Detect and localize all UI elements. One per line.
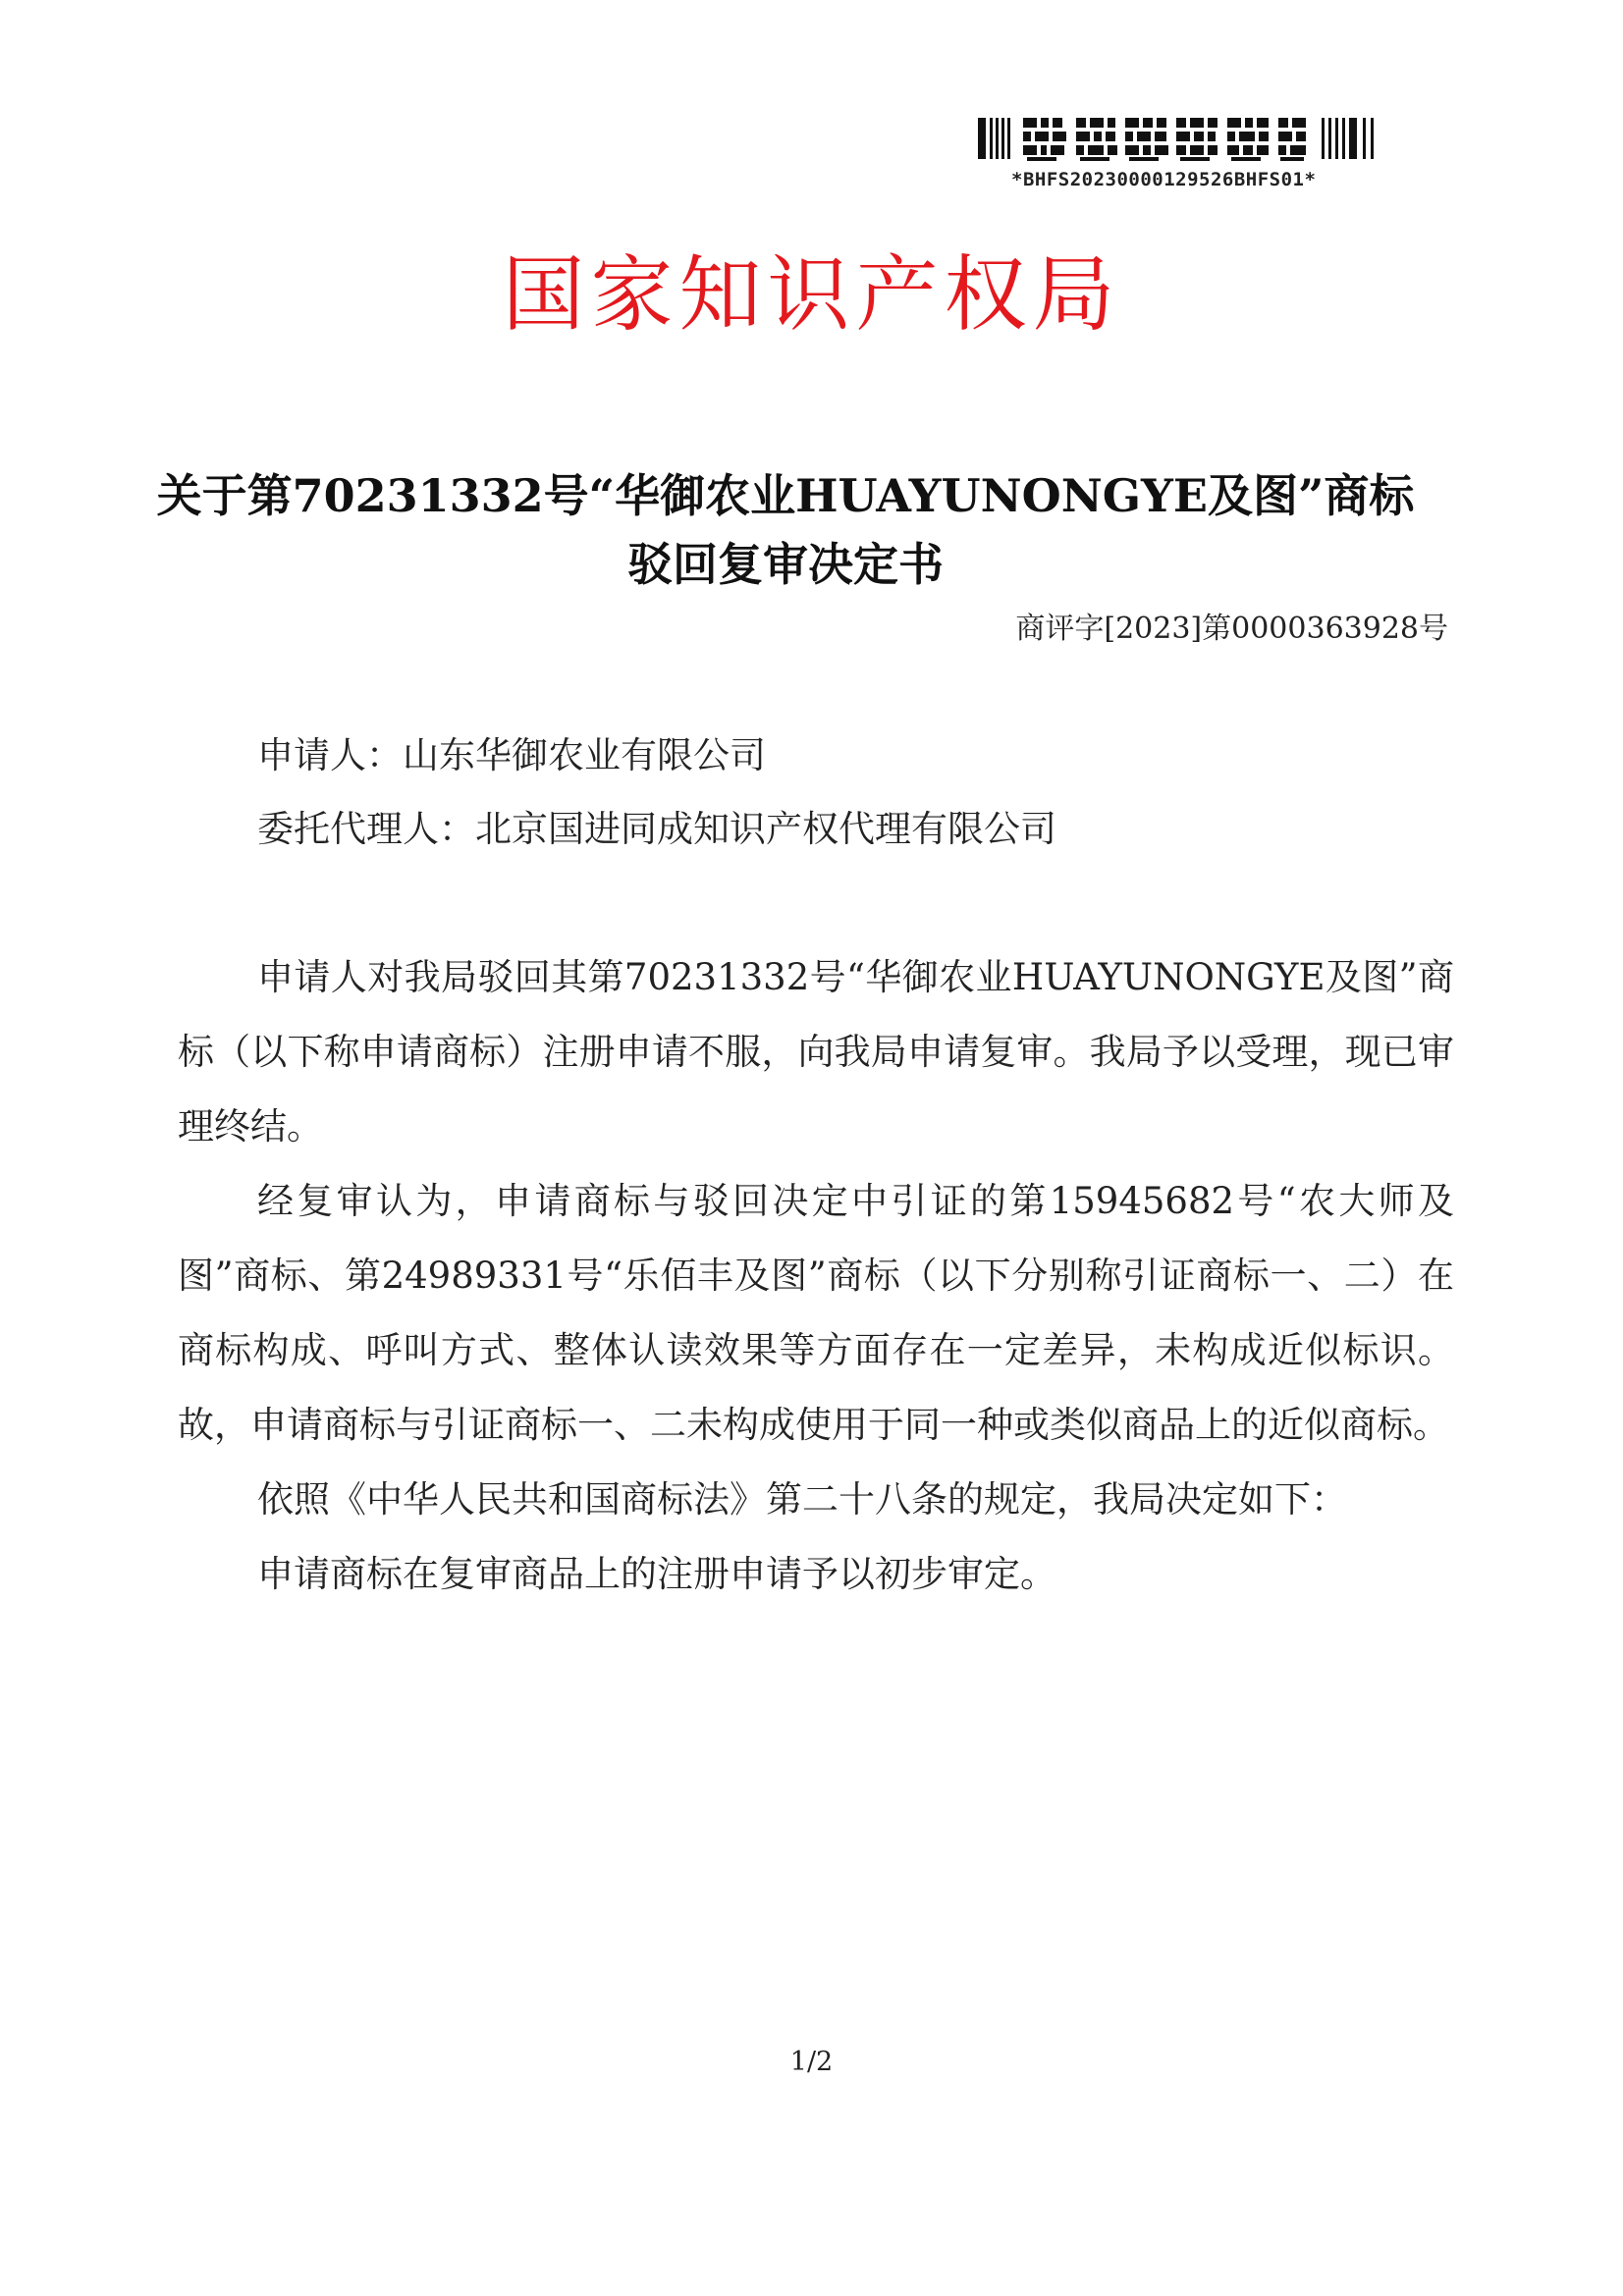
body-paragraph-4: 申请商标在复审商品上的注册申请予以初步审定。 — [257, 1553, 1056, 1595]
body-paragraph-1: 申请人对我局驳回其第70231332号“华御农业HUAYUNONGYE及图”商标（以下称申请商标）注册申请不服，向我局申请复审。我局予以受理，现已审理终结。 — [178, 956, 1454, 1148]
document-number: 商评字[2023]第0000363928号 — [1015, 612, 1448, 646]
applicant-line: 申请人：山东华御农业有限公司 — [257, 734, 766, 776]
agent-line: 委托代理人：北京国进同成知识产权代理有限公司 — [257, 808, 1056, 850]
barcode-number: *BHFS20230000129526BHFS01* — [1011, 169, 1317, 190]
document-title-line-1: 关于第70231332号“华御农业HUAYUNONGYE及图”商标 — [156, 469, 1415, 522]
agency-name: 国家知识产权局 — [502, 246, 1121, 343]
body-paragraph-3: 依照《中华人民共和国商标法》第二十八条的规定，我局决定如下： — [257, 1478, 1347, 1521]
barcode-image — [978, 118, 1390, 167]
body-paragraph-2: 经复审认为，申请商标与驳回决定中引证的第15945682号“农大师及图”商标、第24989331号“乐佰丰及图”商标（以下分别称引证商标一、二）在商标构成、呼叫方式、整体认读效果等方面存在一定差异，未构成近似标识。故，申请商标与引证商标一、二未构成使用于同一种或类似商品上的近似商标。 — [178, 1180, 1454, 1446]
page-number: 1/2 — [789, 2047, 834, 2077]
document-title — [147, 461, 1424, 599]
decision-body — [178, 940, 1454, 1612]
document-title-line-2: 驳回复审决定书 — [627, 538, 944, 591]
